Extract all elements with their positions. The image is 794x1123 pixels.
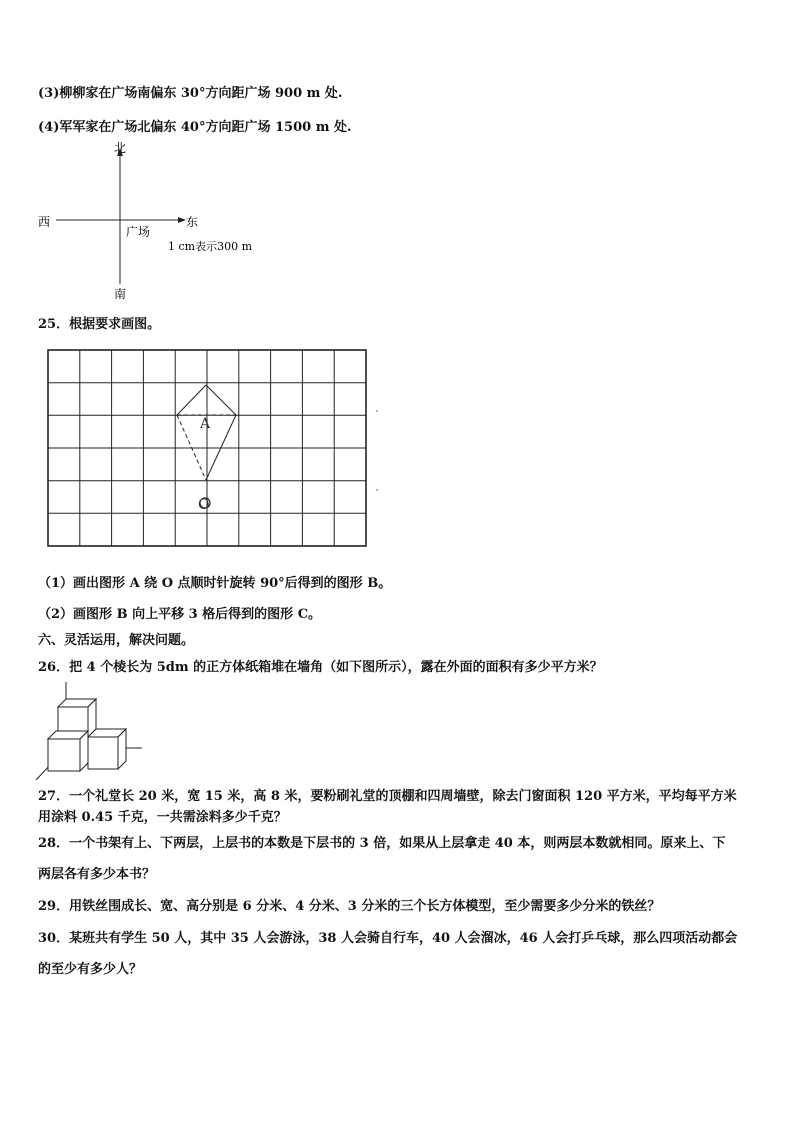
q24-item4: (4)军军家在广场北偏东 40°方向距广场 1500 m 处. [38, 120, 352, 135]
q27-line2: 用涂料 0.45 千克，一共需涂料多少千克？ [38, 810, 287, 825]
label-o: O [198, 497, 210, 513]
q25-title: 25．根据要求画图。 [38, 317, 161, 332]
q24-item3: (3)柳柳家在广场南偏东 30°方向距广场 900 m 处. [38, 86, 343, 101]
south-label: 南 [114, 287, 127, 301]
scan-dot [376, 410, 378, 412]
grid-lines [48, 350, 366, 546]
q25-task2: （2）画图形 B 向上平移 3 格后得到的图形 C。 [38, 607, 322, 622]
q28-line1: 28．一个书架有上、下两层，上层书的本数是下层书的 3 倍，如果从上层拿走 40 本，则两层本数就相同。原来上、下 [38, 836, 726, 851]
section-six-heading: 六、灵活运用，解决问题。 [38, 633, 195, 648]
q26-text: 26．把 4 个棱长为 5dm 的正方体纸箱堆在墙角（如下图所示），露在外面的面积有多少平方米？ [38, 660, 603, 675]
q30-line2: 的至少有多少人？ [38, 962, 143, 977]
east-arrow-icon [178, 217, 186, 223]
label-a: A [200, 416, 211, 432]
north-label: 北 [114, 141, 127, 155]
scan-dot [376, 489, 378, 491]
q29-text: 29．用铁丝围成长、宽、高分别是 6 分米、4 分米、3 分米的三个长方体模型，至少需要多少分米的铁丝？ [38, 899, 661, 914]
east-label: 东 [186, 215, 199, 229]
west-label: 西 [38, 215, 51, 229]
compass-diagram [30, 138, 290, 308]
q30-line1: 30．某班共有学生 50 人，其中 35 人会游泳，38 人会骑自行车，40 人会溜冰，46 人会打乒乓球，那么四项活动都会 [38, 931, 738, 946]
plaza-label: 广场 [126, 225, 151, 239]
q27-line1: 27．一个礼堂长 20 米，宽 15 米，高 8 米，要粉刷礼堂的顶棚和四周墙壁，除去门窗面积 120 平方米，平均每平方米 [38, 789, 737, 804]
q25-grid-figure [44, 347, 384, 553]
q26-cubes-figure [30, 676, 150, 786]
scale-label: 1 cm表示300 m [168, 240, 253, 253]
q28-line2: 两层各有多少本书？ [38, 867, 156, 882]
q25-task1: （1）画出图形 A 绕 O 点顺时针旋转 90°后得到的图形 B。 [38, 576, 392, 591]
